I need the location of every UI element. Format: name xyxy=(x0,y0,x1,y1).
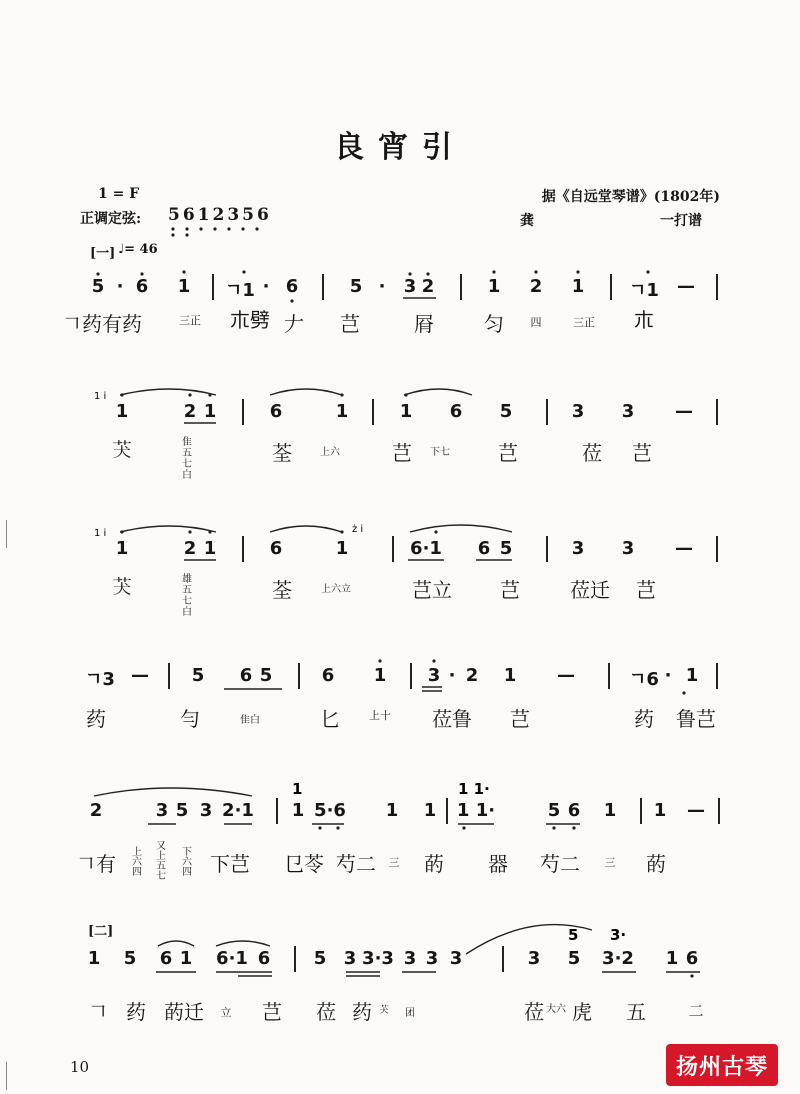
note: 5 xyxy=(499,401,513,422)
note: 5 xyxy=(259,665,273,686)
jianzi: 二 xyxy=(688,1002,704,1020)
source-citation: 据《自远堂琴谱》(1802年) xyxy=(541,189,720,205)
score-system-5 xyxy=(76,780,730,882)
jianzi: 下六四 xyxy=(182,847,192,878)
barline xyxy=(716,663,718,689)
note: — xyxy=(675,401,693,422)
jianzi: 立 xyxy=(220,1006,232,1019)
octave-dots xyxy=(80,268,730,308)
note: 2 xyxy=(529,276,543,297)
note: 5·6 xyxy=(314,800,346,821)
note: 5 xyxy=(91,276,105,297)
jianzi: 𠂇 xyxy=(284,312,304,336)
jianzi: 芑 xyxy=(500,578,520,602)
jianzi: 荃 xyxy=(272,578,292,602)
jianzi: 㞕 xyxy=(414,312,434,336)
note: 2 xyxy=(421,276,435,297)
note: 1 xyxy=(335,401,349,422)
note: 3 xyxy=(571,401,585,422)
jianzi: 下七 xyxy=(430,447,450,458)
barline xyxy=(410,663,412,689)
tuning-label: 正调定弦: xyxy=(80,211,142,227)
jianzi: 𣎳 xyxy=(634,308,654,332)
jianzi: 三 xyxy=(604,856,616,869)
jianzi: 三正 xyxy=(179,314,201,327)
note: 6 xyxy=(477,538,491,559)
note: 1 xyxy=(665,948,679,969)
note: 6 xyxy=(257,948,271,969)
jianzi: 芍二 xyxy=(540,852,580,876)
jianzi: 三 xyxy=(388,856,400,869)
jianzi: 芍二 xyxy=(336,852,376,876)
note: 2 xyxy=(183,538,197,559)
jianzi: 𠃍 xyxy=(88,1000,108,1024)
jianzi: 菂 xyxy=(424,852,444,876)
note: — xyxy=(675,538,693,559)
note: 3 xyxy=(571,538,585,559)
note: 1 xyxy=(335,538,349,559)
note: 3 xyxy=(427,665,441,686)
note: 5 xyxy=(191,665,205,686)
note: 1 xyxy=(385,800,399,821)
score-system-6 xyxy=(80,920,730,1030)
score-system-1 xyxy=(62,268,730,348)
jianzi: 𦬫 xyxy=(379,1005,389,1016)
jianzi: 荃 xyxy=(272,441,292,465)
svg-text:1 i: 1 i xyxy=(94,391,107,402)
barline xyxy=(716,399,718,425)
note: ㄱ3 xyxy=(85,669,115,690)
barline xyxy=(718,798,720,824)
note: 5 xyxy=(175,800,189,821)
note: 1 xyxy=(685,665,699,686)
note: · xyxy=(116,276,124,297)
key-signature: 1 = F xyxy=(98,186,140,202)
jianzi: 芑 xyxy=(510,707,530,731)
note: 5 xyxy=(567,948,581,969)
barline xyxy=(716,536,718,562)
note: 3 xyxy=(403,948,417,969)
jianzi: 团 xyxy=(405,1008,415,1019)
jianzi: 匕 xyxy=(320,707,340,731)
note: 6 xyxy=(567,800,581,821)
page-edge-mark xyxy=(6,520,7,548)
watermark-logo: 扬州古琴 xyxy=(666,1044,778,1086)
barline xyxy=(446,798,448,824)
note: 6 xyxy=(135,276,149,297)
barline xyxy=(608,663,610,689)
note: · xyxy=(664,665,672,686)
svg-text:3·: 3· xyxy=(610,926,627,944)
notation-line xyxy=(80,385,730,445)
note: 3 xyxy=(449,948,463,969)
note: 6 xyxy=(449,401,463,422)
note: 1 1· xyxy=(456,800,496,821)
note: 3 xyxy=(621,401,635,422)
svg-text:1 i: 1 i xyxy=(94,528,107,539)
note: 3 xyxy=(621,538,635,559)
barline xyxy=(392,536,394,562)
jianzi: 芑 xyxy=(636,578,656,602)
note: ㄱ1 xyxy=(225,280,255,301)
jianzi: 药 xyxy=(126,1000,146,1024)
note: 6 xyxy=(269,538,283,559)
note: 1 xyxy=(177,276,191,297)
note: 3 xyxy=(527,948,541,969)
note: 2·1 xyxy=(222,800,254,821)
note: — xyxy=(131,665,149,686)
barline xyxy=(546,399,548,425)
note: 1 xyxy=(203,538,217,559)
jianzi: 㔾苓 xyxy=(284,852,324,876)
svg-text:5: 5 xyxy=(568,926,579,944)
barline xyxy=(546,536,548,562)
score-system-4 xyxy=(80,655,730,745)
jianzi: 药 xyxy=(634,707,654,731)
note: ㄱ1 xyxy=(629,280,659,301)
note: — xyxy=(687,800,705,821)
note: 3 xyxy=(155,800,169,821)
barline xyxy=(640,798,642,824)
svg-text:1 1·: 1 1· xyxy=(458,780,490,798)
note: 3·2 xyxy=(602,948,634,969)
note: 6 xyxy=(321,665,335,686)
note: 1 xyxy=(503,665,517,686)
note: 2 xyxy=(183,401,197,422)
jianzi: 上十 xyxy=(369,709,391,722)
note: 1 xyxy=(603,800,617,821)
note: 1 xyxy=(179,948,193,969)
note: 6 xyxy=(285,276,299,297)
page-title: 良宵引 xyxy=(334,130,466,165)
jianzi: 𠃍药有药 xyxy=(62,312,142,336)
page-number: 10 xyxy=(70,1058,90,1076)
note: 1 xyxy=(203,401,217,422)
note: 1 xyxy=(115,538,129,559)
note: 1 xyxy=(423,800,437,821)
jianzi: 大六 xyxy=(546,1004,566,1015)
note: 6·1 xyxy=(216,948,248,969)
note: ㄱ6 xyxy=(629,669,659,690)
jianzi: 芑 xyxy=(498,441,518,465)
note: 3 xyxy=(403,276,417,297)
note: 6 xyxy=(685,948,699,969)
notation-line xyxy=(80,782,730,842)
note: 2 xyxy=(89,800,103,821)
notation-line xyxy=(80,522,730,582)
jianzi: 莅 xyxy=(524,1000,544,1024)
note: 2 xyxy=(465,665,479,686)
jianzi: 莅 xyxy=(316,1000,336,1024)
jianzi: 莅迁 xyxy=(570,578,610,602)
note: 1 xyxy=(373,665,387,686)
barline xyxy=(502,946,504,972)
jianzi: 又上五七 xyxy=(156,841,166,882)
barline xyxy=(298,663,300,689)
note: · xyxy=(378,276,386,297)
jianzi: 下芑 xyxy=(210,852,250,876)
note: 3 xyxy=(425,948,439,969)
note: — xyxy=(557,665,575,686)
jianzi: 药 xyxy=(86,707,106,731)
note: 1 xyxy=(571,276,585,297)
notation-line xyxy=(80,268,730,328)
note: 6 xyxy=(159,948,173,969)
note: 3 xyxy=(199,800,213,821)
jianzi: 莅 xyxy=(582,441,602,465)
jianzi: 𣎳劈 xyxy=(230,308,270,332)
transcriber-name: 龚 xyxy=(520,213,534,229)
section-two-label: [二] xyxy=(88,924,114,939)
note: 6 xyxy=(269,401,283,422)
jianzi: 勻 xyxy=(180,707,200,731)
tuning-low-dots xyxy=(168,224,268,230)
note: 1 xyxy=(291,800,305,821)
jianzi: 匀 xyxy=(484,312,504,336)
notation-line xyxy=(80,920,730,980)
jianzi: 上六立 xyxy=(321,584,351,595)
tempo-marking: ♩= 46 xyxy=(118,242,158,257)
note: 6 xyxy=(239,665,253,686)
jianzi: 隹五七白 xyxy=(182,437,192,481)
note: 5 xyxy=(313,948,327,969)
note: 1 xyxy=(399,401,413,422)
note: 5 xyxy=(499,538,513,559)
note: 1 xyxy=(115,401,129,422)
jianzi: 虎 xyxy=(572,1000,592,1024)
note: 1 xyxy=(487,276,501,297)
note: · xyxy=(262,276,270,297)
note: 5 xyxy=(547,800,561,821)
jianzi: 上六四 xyxy=(132,847,142,878)
svg-text:ż i: ż i xyxy=(352,524,364,535)
note: 1 xyxy=(653,800,667,821)
barline xyxy=(242,399,244,425)
note: 3·3 xyxy=(362,948,394,969)
jianzi: 五 xyxy=(626,1000,646,1024)
jianzi: 芑 xyxy=(262,1000,282,1024)
jianzi: 菂 xyxy=(646,852,666,876)
barline xyxy=(294,946,296,972)
tuning-strings: 5612356 xyxy=(168,205,272,225)
jianzi: 𦬫 xyxy=(112,438,132,462)
jianzi: 𠃍有 xyxy=(76,852,116,876)
svg-text:1: 1 xyxy=(292,780,303,798)
jianzi: 隹白 xyxy=(240,715,260,726)
notation-line xyxy=(80,655,730,715)
jianzi: 芑 xyxy=(340,312,360,336)
note: · xyxy=(448,665,456,686)
note: 5 xyxy=(349,276,363,297)
note: 6·1 xyxy=(410,538,442,559)
jianzi: 器 xyxy=(488,852,508,876)
jianzi: 芑立 xyxy=(412,578,452,602)
jianzi: 菂迁 xyxy=(164,1000,204,1024)
barline xyxy=(372,399,374,425)
score-system-2 xyxy=(80,385,730,481)
transcriber-suffix: 一打谱 xyxy=(660,213,702,229)
section-one-label: [一] xyxy=(90,246,116,261)
note: — xyxy=(677,276,695,297)
jianzi: 鲁芑 xyxy=(676,707,716,731)
jianzi: 三正 xyxy=(573,316,595,329)
jianzi: 莅鲁 xyxy=(432,707,472,731)
score-system-3 xyxy=(80,522,730,618)
note: 1 xyxy=(87,948,101,969)
jianzi: 芑 xyxy=(632,441,652,465)
barline xyxy=(242,536,244,562)
note: 3 xyxy=(343,948,357,969)
barline xyxy=(276,798,278,824)
jianzi: 芑 xyxy=(392,441,412,465)
barline xyxy=(168,663,170,689)
jianzi: 上六 xyxy=(320,447,340,458)
jianzi: 𦬫 xyxy=(112,575,132,599)
jianzi: 药 xyxy=(352,1000,372,1024)
jianzi: 雄五七白 xyxy=(182,574,192,618)
note: 5 xyxy=(123,948,137,969)
page-edge-mark xyxy=(6,1062,7,1090)
jianzi: 四 xyxy=(530,316,542,329)
